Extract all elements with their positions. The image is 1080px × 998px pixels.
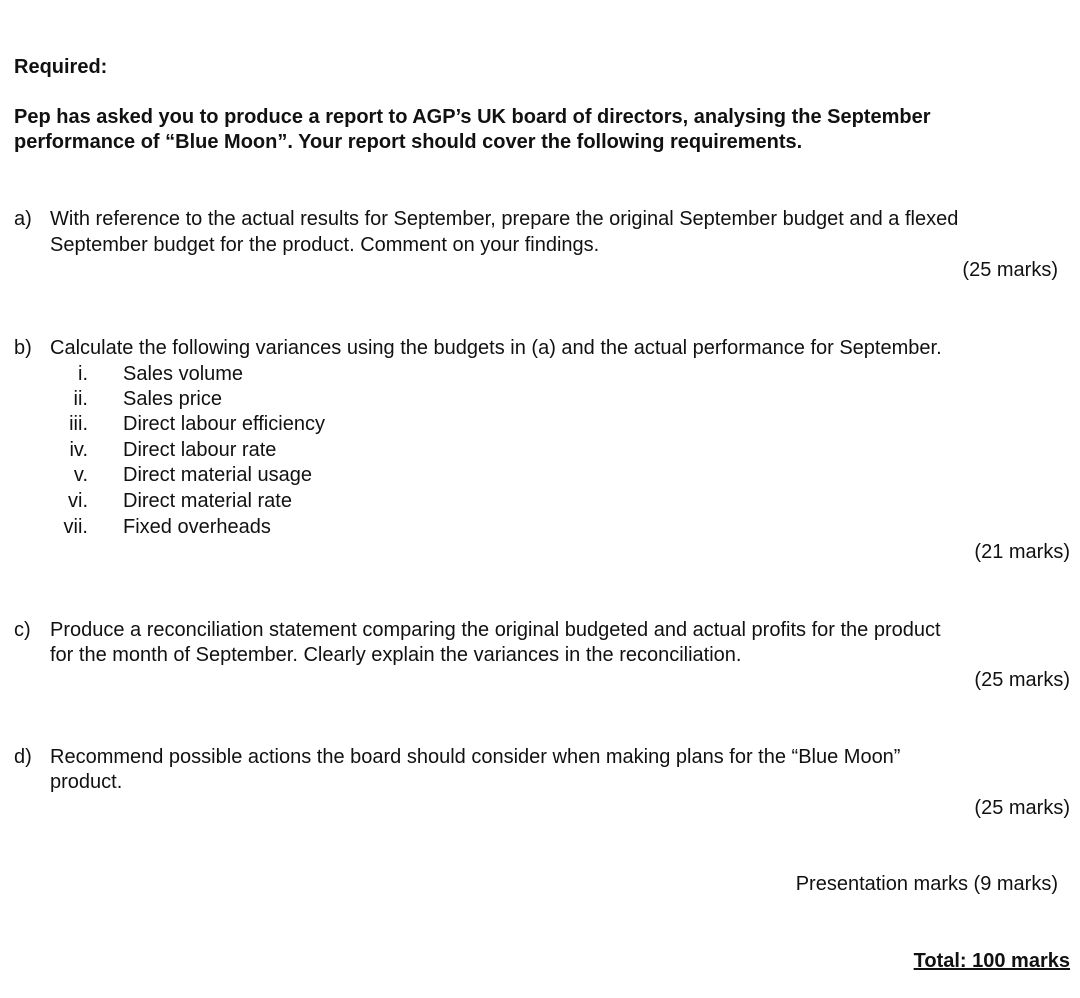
question-b-letter: b) (14, 337, 32, 359)
question-c-letter: c) (14, 619, 31, 641)
question-c-line-1: Produce a reconciliation statement comparing the original budgeted and actual profits for the product (50, 619, 941, 641)
question-d-letter: d) (14, 746, 32, 768)
question-d-line-2: product. (50, 771, 123, 793)
variance-item-number: ii. (73, 388, 88, 410)
question-a-marks: (25 marks) (962, 259, 1058, 281)
variance-item-text: Direct labour efficiency (123, 413, 325, 435)
required-heading: Required: (14, 56, 108, 78)
variance-item-text: Direct material usage (123, 464, 312, 486)
variance-item-number: iv. (69, 439, 88, 461)
variance-item-text: Fixed overheads (123, 516, 271, 538)
variance-item-text: Sales price (123, 388, 222, 410)
variance-item-text: Direct labour rate (123, 439, 277, 461)
variance-item-text: Sales volume (123, 363, 244, 385)
total-marks: Total: 100 marks (913, 950, 1070, 972)
question-d-marks: (25 marks) (974, 797, 1070, 819)
question-c-marks: (25 marks) (974, 669, 1070, 691)
question-a-line-2: September budget for the product. Comment on your findings. (50, 234, 600, 256)
question-c-line-2: for the month of September. Clearly explain the variances in the reconciliation. (50, 644, 742, 666)
question-b-marks: (21 marks) (974, 541, 1070, 563)
variance-item-number: vii. (63, 516, 88, 538)
variance-item-number: vi. (68, 490, 88, 512)
variance-item-text: Direct material rate (123, 490, 292, 512)
question-d-line-1: Recommend possible actions the board should consider when making plans for the “Blue Moon” (50, 746, 901, 768)
question-a-letter: a) (14, 208, 32, 230)
variance-item-number: i. (78, 363, 88, 385)
question-b-line-1: Calculate the following variances using the budgets in (a) and the actual performance for September. (50, 337, 942, 359)
intro-line-2: performance of “Blue Moon”. Your report should cover the following requirements. (14, 131, 803, 153)
question-a-line-1: With reference to the actual results for September, prepare the original September budget and a flexed (50, 208, 959, 230)
presentation-marks: Presentation marks (9 marks) (795, 873, 1058, 895)
variance-item-number: iii. (69, 413, 88, 435)
intro-line-1: Pep has asked you to produce a report to AGP’s UK board of directors, analysing the September (14, 106, 931, 128)
variance-item-number: v. (73, 464, 88, 486)
